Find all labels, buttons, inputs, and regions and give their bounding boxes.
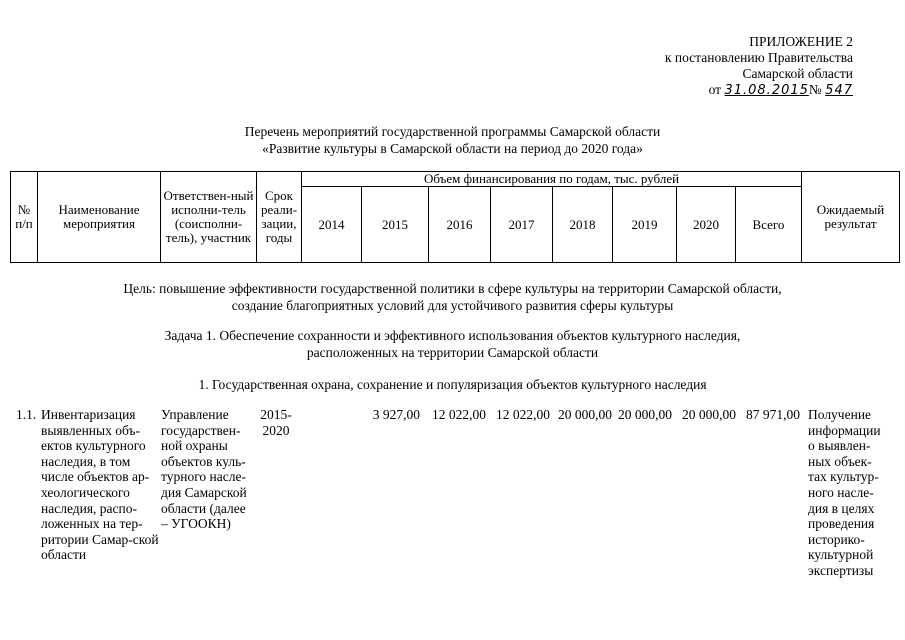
document-title <box>0 123 905 157</box>
row-value-2017: 12 022,00 <box>496 407 550 422</box>
row-value-2016: 12 022,00 <box>432 407 486 422</box>
row-value-total: 87 971,00 <box>746 407 800 422</box>
title-line-1: Перечень мероприятий государственной программы Самарской области <box>244 124 661 139</box>
row-responsible: Управление государствен-ной охраны объектов куль-турного насле-дия Самарской области (далее – УГООКН) <box>161 407 247 532</box>
goal-line-2: создание благоприятных условий для устойчивого развития сферы культуры <box>231 298 674 313</box>
row-result: Получение информации о выявлен-ных объек-тах культур-ного насле-дия в целях проведения историко-культурной экспертизы <box>808 407 881 578</box>
row-value-2020: 20 000,00 <box>682 407 736 422</box>
goal-text <box>0 280 905 314</box>
subsection-title: 1. Государственная охрана, сохранение и популяризация объектов культурного наследия <box>198 377 707 392</box>
header-num: № п/п <box>11 172 38 263</box>
row-value-2018: 20 000,00 <box>558 407 612 422</box>
header-total: Всего <box>736 187 802 263</box>
task-line-1: Задача 1. Обеспечение сохранности и эффективного использования объектов культурного наследия, <box>164 328 741 343</box>
annex-line-2: к постановлению Правительства <box>664 50 853 65</box>
annex-block <box>665 34 853 99</box>
header-term: Срок реали-зации, годы <box>257 172 302 263</box>
annex-date-line <box>665 82 853 99</box>
goal-line-1: Цель: повышение эффективности государственной политики в сфере культуры на территории Самарской области, <box>123 281 782 296</box>
header-year: 2018 <box>553 187 613 263</box>
handwritten-number: 547 <box>825 83 853 98</box>
table-header <box>10 171 900 263</box>
title-line-2: «Развитие культуры в Самарской области на период до 2020 года» <box>262 141 643 156</box>
header-result: Ожидаемый результат <box>802 172 900 263</box>
task-text <box>0 327 905 361</box>
header-funding: Объем финансирования по годам, тыс. рублей <box>302 172 802 187</box>
header-name: Наименование мероприятия <box>38 172 161 263</box>
row-term: 2015-2020 <box>260 407 292 438</box>
header-year: 2014 <box>302 187 362 263</box>
handwritten-date: 31.08.2015 <box>724 83 809 98</box>
header-year: 2019 <box>613 187 677 263</box>
header-year: 2015 <box>362 187 429 263</box>
header-year: 2017 <box>491 187 553 263</box>
annex-title: ПРИЛОЖЕНИЕ 2 <box>749 34 853 49</box>
header-year: 2020 <box>677 187 736 263</box>
number-label: № <box>808 82 822 97</box>
header-responsible: Ответствен-ный исполни-тель (соисполни-тель), участник <box>161 172 257 263</box>
row-name: Инвентаризация выявленных объ-ектов культурного наследия, в том числе объектов ар-хеологического наследия, распо-ложенных на тер-ритории Самар-ской области <box>41 407 159 563</box>
task-line-2: расположенных на территории Самарской области <box>306 345 599 360</box>
from-label: от <box>708 82 722 97</box>
header-year: 2016 <box>429 187 491 263</box>
row-value-2015: 3 927,00 <box>372 407 420 422</box>
annex-line-3: Самарской области <box>742 66 853 81</box>
row-number: 1.1. <box>16 407 37 422</box>
row-value-2019: 20 000,00 <box>618 407 672 422</box>
